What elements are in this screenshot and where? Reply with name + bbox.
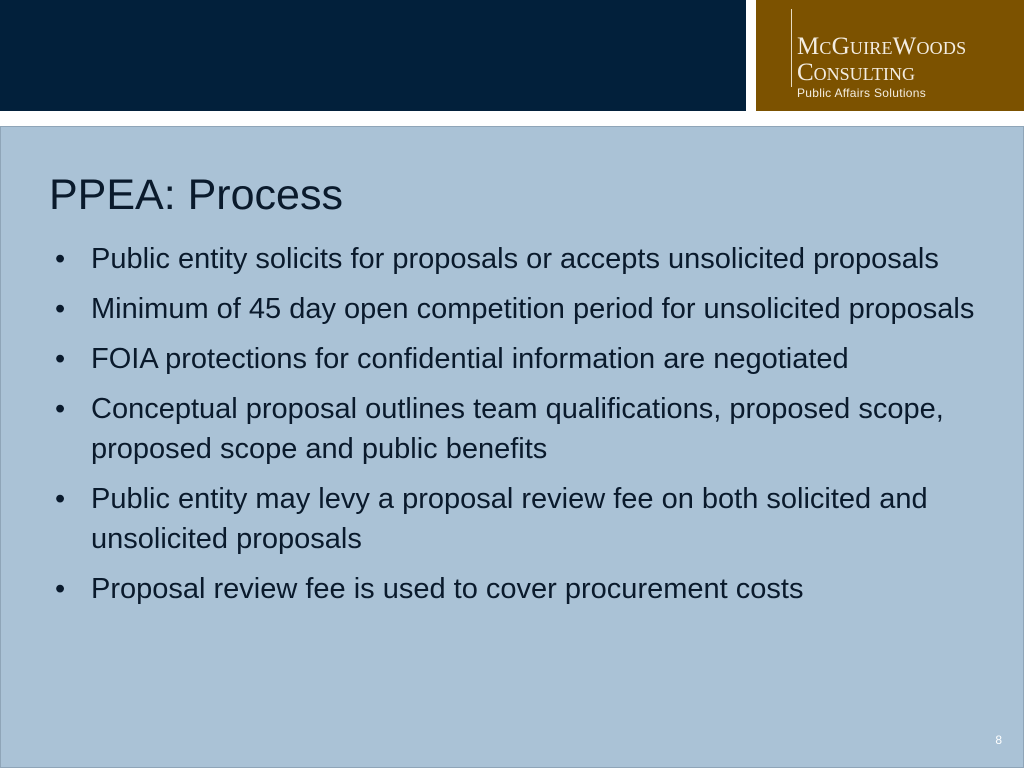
bullet-text: Public entity may levy a proposal review fee on both solicited and unsolicited proposals: [91, 483, 928, 555]
bullet-text: Minimum of 45 day open competition period for unsolicited proposals: [91, 293, 975, 325]
bullet-dot: •: [55, 243, 66, 275]
bullet-item: [53, 389, 993, 469]
bullet-item: [53, 239, 993, 279]
company-logo: [756, 0, 1024, 111]
page-number: 8: [995, 733, 1002, 747]
slide-title: PPEA: Process: [49, 171, 343, 219]
bullet-text: FOIA protections for confidential information are negotiated: [91, 343, 849, 375]
logo-rule: [791, 9, 792, 87]
bullet-dot: •: [55, 343, 66, 375]
bullet-text: Conceptual proposal outlines team qualifications, proposed scope, proposed scope and public benefits: [91, 393, 944, 465]
bullet-dot: •: [55, 483, 66, 515]
bullet-dot: •: [55, 393, 66, 425]
slide-content-panel: [0, 126, 1024, 768]
header-band: [0, 0, 1024, 112]
bullet-dot: •: [55, 293, 66, 325]
header-navy-bar: [0, 0, 746, 111]
bullet-text: Public entity solicits for proposals or accepts unsolicited proposals: [91, 243, 939, 275]
bullet-dot: •: [55, 573, 66, 605]
logo-tagline: Public Affairs Solutions: [797, 86, 927, 100]
logo-company-division: Consulting: [797, 59, 916, 86]
bullet-item: [53, 569, 993, 609]
bullet-item: [53, 339, 993, 379]
logo-company-name: McGuireWoods: [797, 33, 967, 60]
header-divider: [746, 0, 756, 111]
bullet-item: [53, 479, 993, 559]
bullet-list: [53, 239, 993, 619]
bullet-item: [53, 289, 993, 329]
bullet-text: Proposal review fee is used to cover procurement costs: [91, 573, 804, 605]
